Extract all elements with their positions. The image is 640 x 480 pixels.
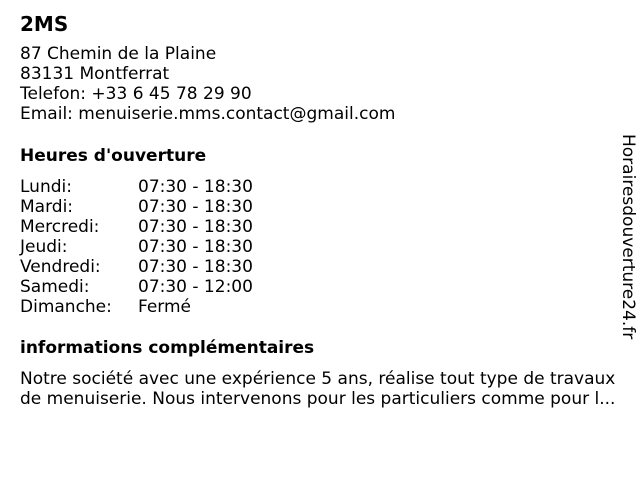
- hours-time: 07:30 - 18:30: [138, 237, 253, 257]
- hours-day: Lundi:: [20, 177, 72, 197]
- hours-time: 07:30 - 18:30: [138, 217, 253, 237]
- hours-day: Jeudi:: [20, 237, 68, 257]
- hours-time: Fermé: [138, 297, 192, 317]
- business-name: 2MS: [20, 12, 69, 36]
- hours-row-tuesday: [20, 197, 620, 217]
- hours-day: Dimanche:: [20, 297, 112, 317]
- hours-title: Heures d'ouverture: [20, 146, 207, 166]
- business-card: [20, 12, 620, 409]
- hours-time: 07:30 - 18:30: [138, 197, 253, 217]
- hours-time: 07:30 - 12:00: [138, 277, 253, 297]
- info-description-line: de menuiserie. Nous intervenons pour les particuliers comme pour l...: [20, 389, 616, 409]
- hours-row-sunday: [20, 297, 620, 317]
- hours-day: Mercredi:: [20, 217, 100, 237]
- hours-row-wednesday: [20, 217, 620, 237]
- hours-time: 07:30 - 18:30: [138, 177, 253, 197]
- hours-row-friday: [20, 257, 620, 277]
- hours-day: Vendredi:: [20, 257, 101, 277]
- info-description: [20, 369, 630, 409]
- address-street: 87 Chemin de la Plaine: [20, 44, 217, 64]
- info-title: informations complémentaires: [20, 338, 315, 358]
- phone-line: Telefon: +33 6 45 78 29 90: [20, 84, 252, 104]
- info-description-line: Notre société avec une expérience 5 ans, réalise tout type de travaux: [20, 369, 616, 389]
- hours-day: Mardi:: [20, 197, 74, 217]
- hours-table: [20, 177, 620, 317]
- hours-row-monday: [20, 177, 620, 197]
- email-line: Email: menuiserie.mms.contact@gmail.com: [20, 104, 396, 124]
- site-watermark: Horairesdouverture24.fr: [618, 134, 638, 340]
- hours-day: Samedi:: [20, 277, 90, 297]
- hours-row-saturday: [20, 277, 620, 297]
- address-city: 83131 Montferrat: [20, 64, 170, 84]
- hours-time: 07:30 - 18:30: [138, 257, 253, 277]
- hours-row-thursday: [20, 237, 620, 257]
